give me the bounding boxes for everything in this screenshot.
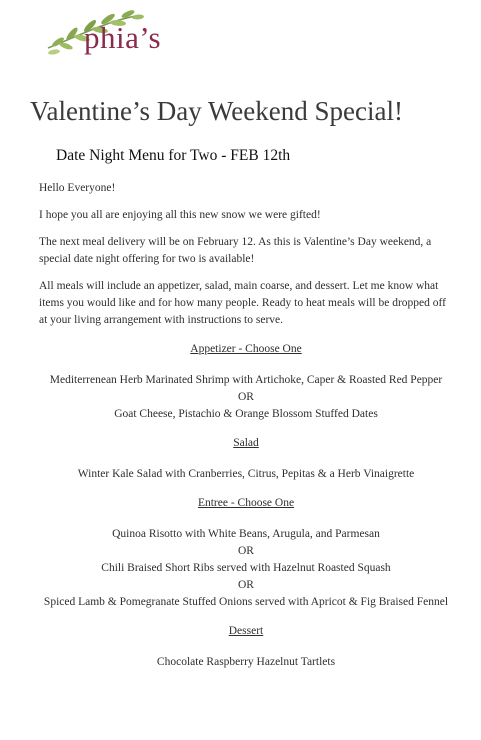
paragraph: The next meal delivery will be on February 12. As this is Valentine’s Day weekend, a special date night offering for two is available! xyxy=(39,236,432,265)
letter-body xyxy=(39,180,455,671)
menu-item: Spiced Lamb & Pomegranate Stuffed Onions served with Apricot & Fig Braised Fennel xyxy=(43,596,449,608)
appetizer-heading: Appetizer - Choose One xyxy=(190,343,302,355)
menu xyxy=(31,341,461,671)
or-separator: OR xyxy=(238,579,254,591)
greeting: Hello Everyone! xyxy=(39,182,116,194)
menu-item: Chili Braised Short Ribs served with Hazelnut Roasted Squash xyxy=(101,562,391,574)
menu-item: Chocolate Raspberry Hazelnut Tartlets xyxy=(156,656,336,668)
page-title: Valentine’s Day Weekend Special! xyxy=(30,96,403,126)
paragraph: I hope you all are enjoying all this new snow we were gifted! xyxy=(39,209,321,221)
entree-heading: Entree - Choose One xyxy=(197,497,295,509)
menu-item: Winter Kale Salad with Cranberries, Citrus, Pepitas & a Herb Vinaigrette xyxy=(77,468,415,480)
menu-item: Goat Cheese, Pistachio & Orange Blossom Stuffed Dates xyxy=(114,408,378,420)
paragraph: All meals will include an appetizer, salad, main coarse, and dessert. Let me know what items you would like and for how many people. Ready to heat meals will be dropped off at your living arrangement with instructions to serve. xyxy=(39,280,446,326)
menu-item: Mediterrenean Herb Marinated Shrimp with Artichoke, Caper & Roasted Red Pepper xyxy=(49,374,443,386)
brand-name: phia’s xyxy=(84,20,162,55)
dessert-heading: Dessert xyxy=(228,625,264,637)
menu-item: Quinoa Risotto with White Beans, Arugula, and Parmesan xyxy=(112,528,380,540)
or-separator: OR xyxy=(238,545,254,557)
page-subtitle: Date Night Menu for Two - FEB 12th xyxy=(56,147,291,164)
brand-logo xyxy=(44,8,184,58)
salad-heading: Salad xyxy=(233,437,259,449)
or-separator: OR xyxy=(238,391,254,403)
